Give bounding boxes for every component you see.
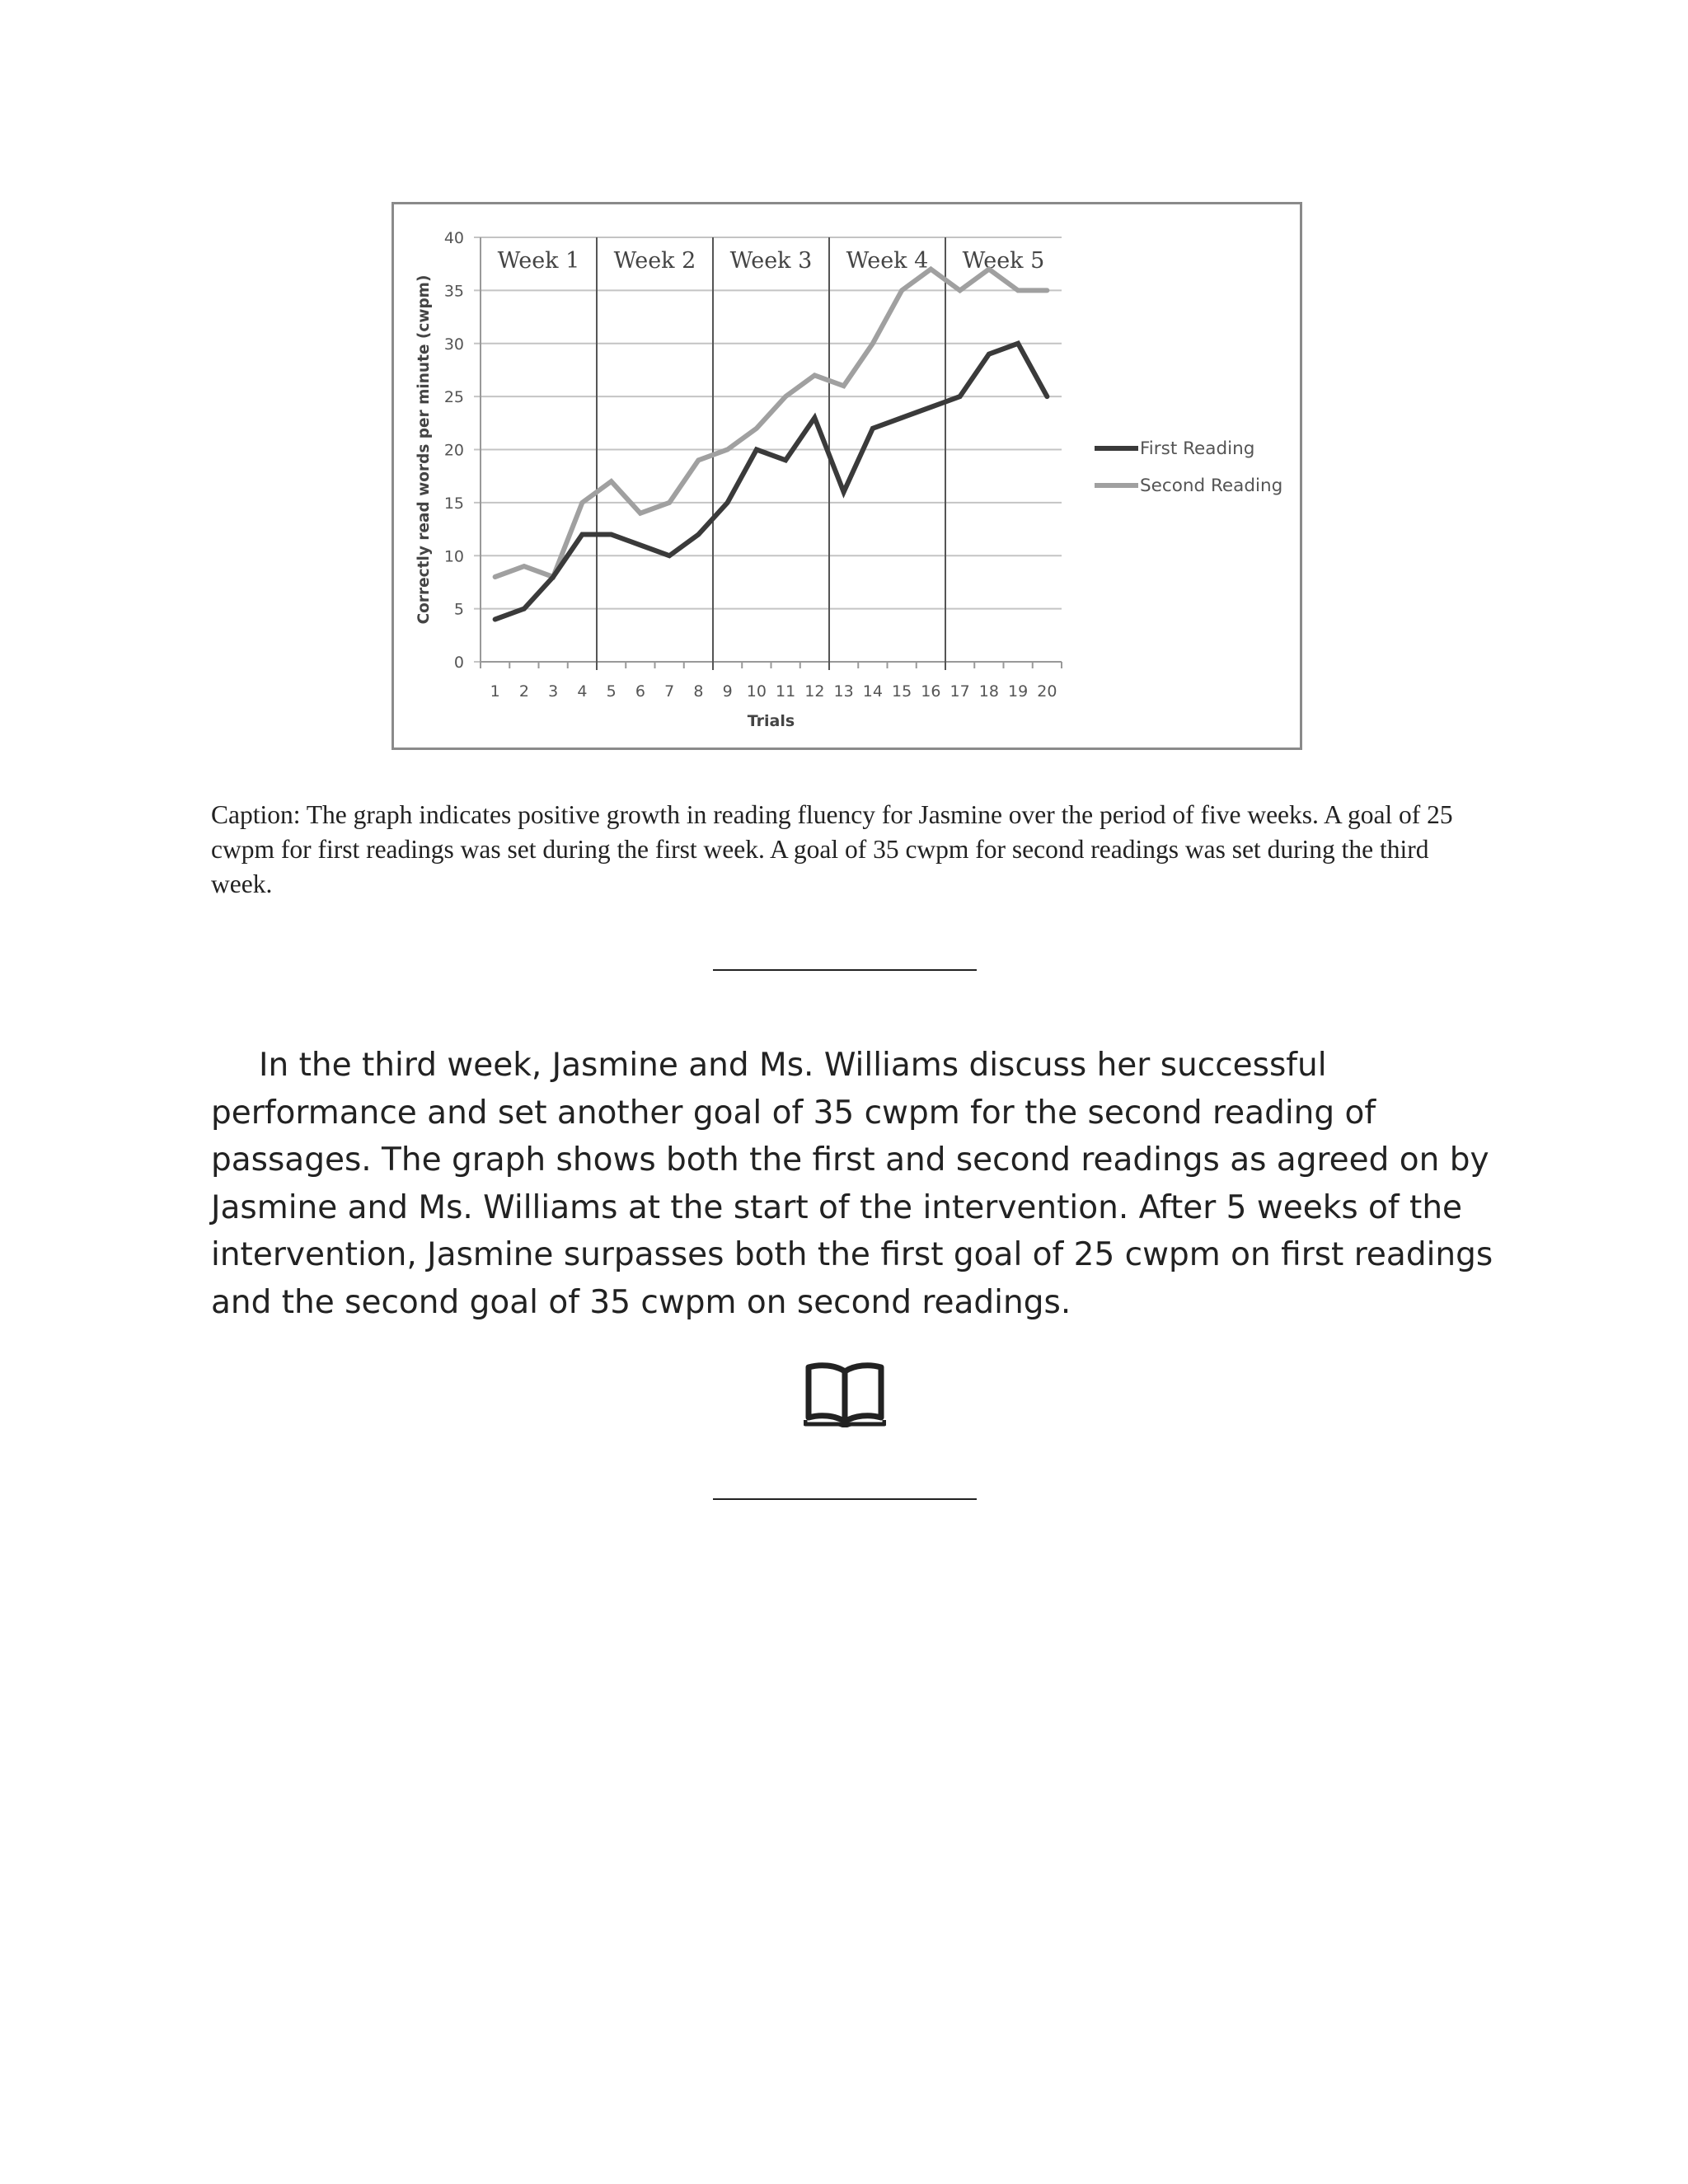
x-tick-label: 17 [950, 682, 970, 701]
y-axis-label: Correctly read words per minute (cwpm) [415, 274, 433, 625]
series-line [495, 344, 1048, 620]
y-tick-label: 40 [443, 229, 464, 247]
x-tick-label: 16 [921, 682, 941, 701]
y-tick-label: 25 [443, 388, 464, 407]
y-tick-label: 0 [453, 654, 464, 672]
x-tick-label: 12 [804, 682, 825, 701]
week-label: Week 5 [962, 248, 1045, 274]
y-tick-label: 30 [443, 335, 464, 354]
x-tick-label: 9 [722, 682, 733, 701]
y-tick-label: 15 [443, 494, 464, 513]
week-label: Week 3 [729, 248, 813, 274]
section-divider [713, 969, 977, 971]
open-book-icon [804, 1360, 886, 1427]
x-tick-label: 19 [1008, 682, 1029, 701]
y-tick-label: 5 [453, 600, 464, 619]
week-label: Week 4 [846, 248, 929, 274]
legend-label: First Reading [1140, 438, 1255, 459]
x-tick-label: 4 [577, 682, 588, 701]
x-tick-label: 8 [693, 682, 704, 701]
x-tick-label: 10 [746, 682, 767, 701]
line-chart [394, 204, 1300, 748]
x-tick-label: 7 [664, 682, 675, 701]
y-tick-label: 35 [443, 282, 464, 301]
x-tick-label: 13 [833, 682, 854, 701]
x-axis-label: Trials [747, 712, 795, 730]
x-tick-label: 2 [518, 682, 529, 701]
x-tick-label: 5 [606, 682, 617, 701]
body-paragraph: In the third week, Jasmine and Ms. Williams discuss her successful performance and set another goal of 35 cwpm for the second reading of passages. The graph shows both the first and second readings as agreed on by Jasmine and Ms. Williams at the start of the intervention. After 5 weeks of the intervention, Jasmine surpasses both the first goal of 25 cwpm on first readings and the second goal of 35 cwpm on second readings. [211, 1047, 1493, 1321]
week-label: Week 2 [613, 248, 696, 274]
week-label: Week 1 [497, 248, 580, 274]
x-tick-label: 14 [862, 682, 883, 701]
x-tick-label: 18 [978, 682, 999, 701]
figure-caption: Caption: The graph indicates positive growth in reading fluency for Jasmine over the period of five weeks. A goal of 25 cwpm for first readings was set during the first week. A goal of 35 cwpm for second readings was set during the third week. [211, 800, 1453, 898]
x-tick-label: 3 [548, 682, 559, 701]
x-tick-label: 11 [776, 682, 796, 701]
x-tick-label: 15 [892, 682, 912, 701]
x-tick-label: 20 [1037, 682, 1057, 701]
y-tick-label: 20 [443, 441, 464, 460]
x-tick-label: 6 [635, 682, 645, 701]
section-divider [713, 1498, 977, 1500]
legend-label: Second Reading [1140, 476, 1283, 496]
series-line [495, 269, 1048, 577]
chart-figure [392, 202, 1302, 750]
x-tick-label: 1 [490, 682, 500, 701]
y-tick-label: 10 [443, 547, 464, 566]
